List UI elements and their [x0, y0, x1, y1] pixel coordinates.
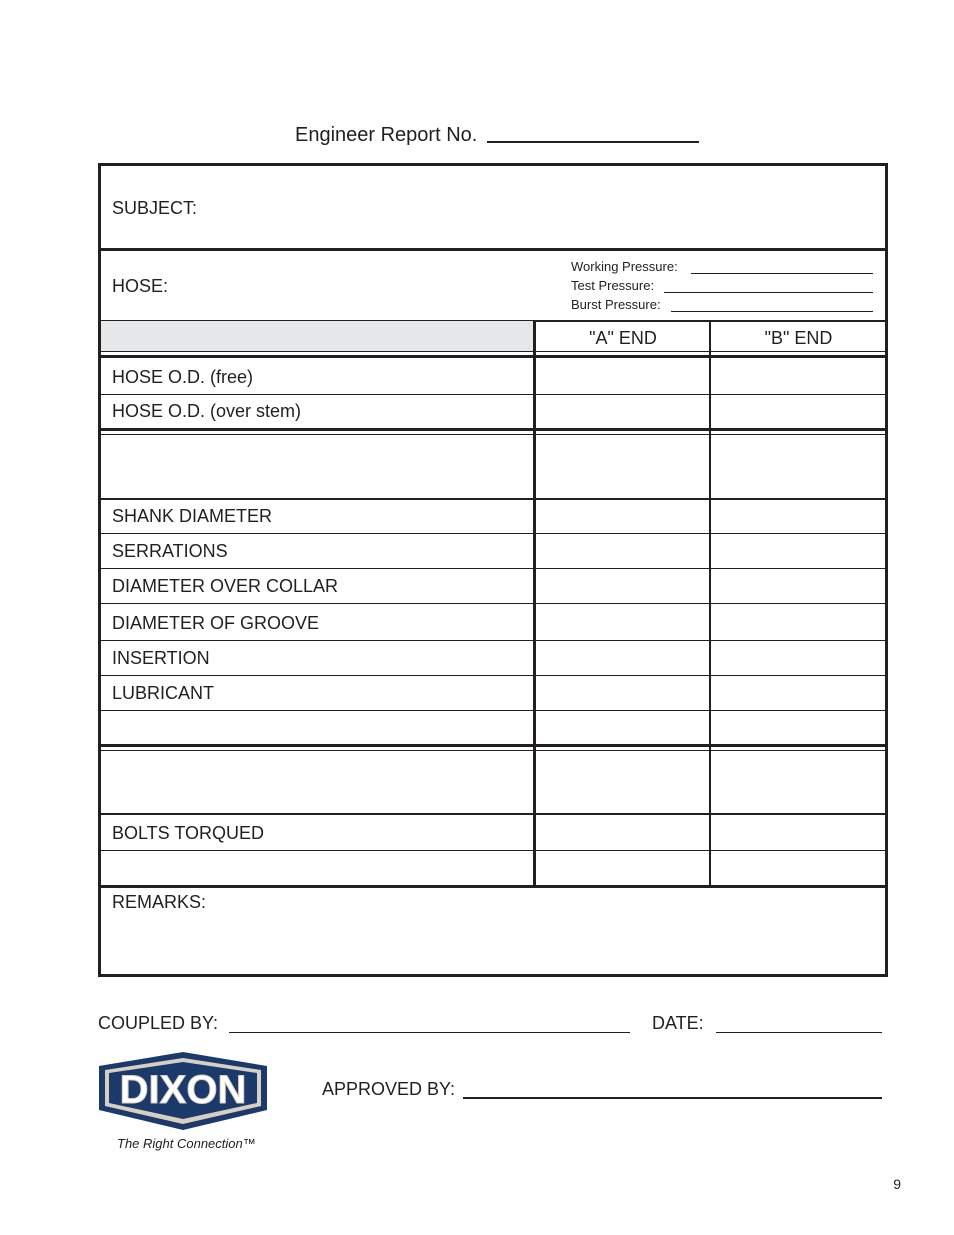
column-a-end: "A" END	[589, 328, 657, 348]
report-form	[98, 163, 888, 977]
divider	[101, 850, 885, 851]
divider	[101, 750, 885, 751]
coupled-by-label: COUPLED BY:	[98, 1013, 219, 1033]
logo-tagline: The Right Connection™	[117, 1136, 256, 1151]
coupled-by-field[interactable]	[229, 1032, 630, 1033]
row-lubricant: LUBRICANT	[112, 683, 215, 703]
working-pressure-label: Working Pressure:	[571, 259, 678, 274]
divider	[101, 533, 885, 534]
row-diameter-of-groove: DIAMETER OF GROOVE	[112, 613, 320, 633]
dixon-logo	[99, 1052, 267, 1132]
column-b-end: "B" END	[764, 328, 833, 348]
row-hose-od-over-stem: HOSE O.D. (over stem)	[112, 401, 302, 421]
subject-label: SUBJECT:	[112, 198, 198, 218]
row-shank-diameter: SHANK DIAMETER	[112, 506, 273, 526]
divider	[101, 603, 885, 604]
divider	[101, 675, 885, 676]
column-divider	[533, 321, 536, 888]
divider	[101, 813, 885, 815]
divider	[101, 568, 885, 569]
divider	[101, 710, 885, 711]
header-shaded-cell	[101, 321, 533, 351]
row-bolts-torqued: BOLTS TORQUED	[112, 823, 265, 843]
burst-pressure-field[interactable]	[671, 311, 873, 312]
working-pressure-field[interactable]	[691, 273, 873, 274]
divider	[101, 351, 885, 352]
row-serrations: SERRATIONS	[112, 541, 228, 561]
column-divider	[709, 321, 711, 888]
burst-pressure-label: Burst Pressure:	[571, 297, 661, 312]
divider	[101, 885, 885, 888]
page-number: 9	[893, 1176, 901, 1192]
test-pressure-label: Test Pressure:	[571, 278, 655, 293]
divider	[101, 248, 885, 251]
divider	[101, 428, 885, 431]
approved-by-field[interactable]	[463, 1097, 882, 1099]
report-title: Engineer Report No.	[295, 124, 478, 146]
dixon-logo-text: DIXON	[119, 1068, 247, 1112]
remarks-label: REMARKS:	[112, 892, 207, 912]
date-label: DATE:	[652, 1013, 704, 1033]
hose-label: HOSE:	[112, 276, 169, 296]
row-hose-od-free: HOSE O.D. (free)	[112, 367, 254, 387]
approved-by-label: APPROVED BY:	[322, 1079, 456, 1099]
divider	[101, 498, 885, 500]
row-diameter-over-collar: DIAMETER OVER COLLAR	[112, 576, 339, 596]
divider	[101, 355, 885, 358]
divider	[101, 744, 885, 747]
divider	[101, 434, 885, 435]
divider	[101, 640, 885, 641]
row-insertion: INSERTION	[112, 648, 210, 668]
report-number-field[interactable]	[487, 141, 699, 143]
date-field[interactable]	[716, 1032, 882, 1033]
test-pressure-field[interactable]	[664, 292, 873, 293]
divider	[101, 394, 885, 395]
